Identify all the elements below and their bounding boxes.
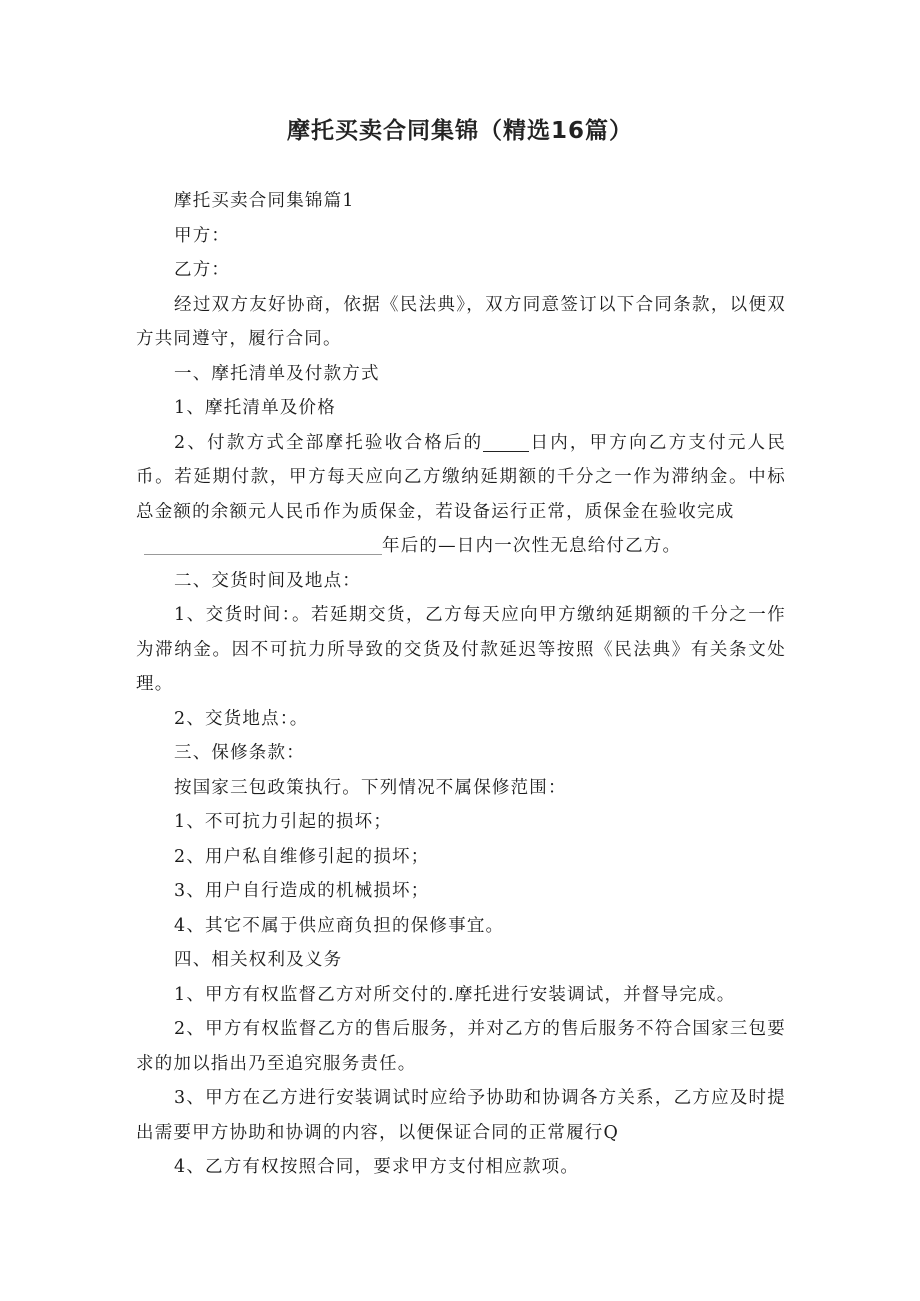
clause-item: 4、乙方有权按照合同，要求甲方支付相应款项。 bbox=[174, 1157, 580, 1177]
clause-heading-4: 四、相关权利及义务 bbox=[174, 950, 343, 970]
document-body bbox=[136, 184, 786, 1185]
payment-paragraph bbox=[136, 426, 786, 564]
party-b-line: 乙方： bbox=[174, 260, 231, 280]
section-heading: 摩托买卖合同集锦篇1 bbox=[174, 191, 355, 211]
blank-underline bbox=[483, 433, 529, 452]
long-blank-underline bbox=[144, 536, 382, 555]
clause-item: 3、甲方在乙方进行安装调试时应给予协助和协调各方关系，乙方应及时提出需要甲方协助和协调的内容，以便保证合同的正常履行Q bbox=[136, 1088, 786, 1143]
preamble-paragraph: 经过双方友好协商，依据《民法典》，双方同意签订以下合同条款，以便双方共同遵守，履行合同。 bbox=[136, 294, 786, 349]
party-a-line: 甲方： bbox=[174, 225, 231, 246]
clause-item: 2、甲方有权监督乙方的售后服务，并对乙方的售后服务不符合国家三包要求的加以指出乃至追究服务责任。 bbox=[136, 1019, 786, 1074]
payment-text-a: 2、付款方式全部摩托验收合格后的 bbox=[174, 432, 484, 453]
clause-item: 4、其它不属于供应商负担的保修事宜。 bbox=[174, 915, 505, 936]
clause-heading-1: 一、摩托清单及付款方式 bbox=[174, 363, 380, 384]
document-title: 摩托买卖合同集锦（精选16篇） bbox=[286, 118, 633, 144]
clause-heading-3: 三、保修条款： bbox=[174, 743, 305, 763]
clause-heading-2: 二、交货时间及地点： bbox=[174, 570, 361, 591]
clause-item: 2、用户私自维修引起的损坏； bbox=[174, 846, 430, 867]
clause-item: 2、交货地点：。 bbox=[174, 708, 309, 729]
clause-item: 1、摩托清单及价格 bbox=[174, 398, 336, 418]
clause-item: 1、不可抗力引起的损坏； bbox=[174, 812, 393, 832]
clause-item: 1、交货时间：。若延期交货，乙方每天应向甲方缴纳延期额的千分之一作为滞纳金。因不可抗力所导致的交货及付款延迟等按照《民法典》有关条文处理。 bbox=[136, 605, 786, 694]
clause-item: 1、甲方有权监督乙方对所交付的.摩托进行安装调试，并督导完成。 bbox=[174, 984, 736, 1005]
payment-text-b: 日内，甲方向乙方支付元人民币。若延期付款，甲方每天应向乙方缴纳延期额的千分之一作为滞纳金。中标总金额的余额元人民币作为质保金，若设备运行正常，质保金在验收完成 bbox=[136, 432, 786, 522]
payment-text-c: 年后的—日内一次性无息给付乙方。 bbox=[382, 536, 682, 556]
clause-text: 按国家三包政策执行。下列情况不属保修范围： bbox=[174, 777, 567, 798]
clause-item: 3、用户自行造成的机械损坏； bbox=[174, 881, 430, 901]
